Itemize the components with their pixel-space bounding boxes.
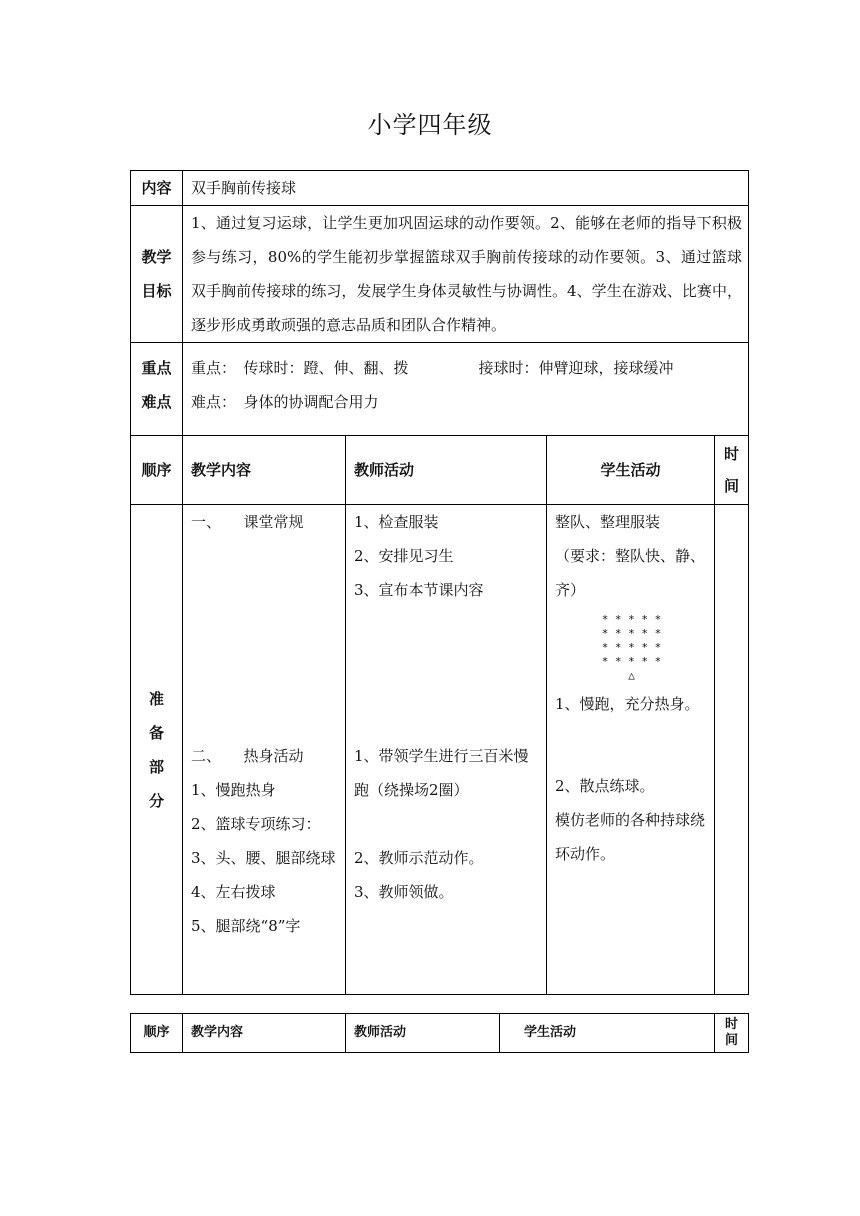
prep-time-cell <box>715 505 749 995</box>
lesson-plan-table <box>130 170 749 995</box>
prep-content-line: 2、篮球专项练习： <box>191 815 321 833</box>
objective-row <box>131 206 749 343</box>
prep-student-line: 整队、整理服装 <box>555 513 661 531</box>
prep-teacher-line: 2、教师示范动作。 <box>354 849 484 867</box>
next-header-student: 学生活动 <box>500 1014 715 1053</box>
prep-section-label <box>131 505 183 995</box>
header-time-text: 时间 <box>723 445 739 495</box>
prep-student-line: 1、慢跑，充分热身。 <box>555 695 700 713</box>
prep-teacher-line: 3、教师领做。 <box>354 883 454 901</box>
student-formation-diagram: * * * * * * * * * * * * * * * * * * * * △ <box>601 613 662 682</box>
prep-teacher-cell <box>346 505 547 995</box>
prep-content-top: 一、 课堂常规 <box>191 513 304 531</box>
header-order: 顺序 <box>131 436 183 505</box>
next-header-content: 教学内容 <box>183 1014 346 1053</box>
prep-content-line: 1、慢跑热身 <box>191 781 276 799</box>
prep-char-3: 部 <box>148 757 164 776</box>
prep-content-line: 3、头、腰、腿部绕球 <box>191 849 336 867</box>
objective-text: 1、通过复习运球，让学生更加巩固运球的动作要领。2、能够在老师的指导下积极参与练习，80%的学生能初步掌握篮球双手胸前传接球的动作要领。3、通过篮球双手胸前传接球的练习，发展学生身体灵敏性与协调性。4、学生在游戏、比赛中，逐步形成勇敢顽强的意志品质和团队合作精神。 <box>183 206 749 343</box>
next-header-time-text: 时间 <box>724 1017 738 1048</box>
next-header-order: 顺序 <box>131 1014 183 1053</box>
page-title: 小学四年级 <box>367 111 493 139</box>
prep-teacher-line: 1、带领学生进行三百米慢跑（绕操场2圈） <box>354 747 529 799</box>
prep-char-4: 分 <box>148 791 164 810</box>
key-label <box>131 343 183 436</box>
prep-content-line: 4、左右拨球 <box>191 883 276 901</box>
next-header-teacher: 教师活动 <box>346 1014 500 1053</box>
prep-student-line: 2、散点练球。 <box>555 777 655 795</box>
prep-content-line: 二、 热身活动 <box>191 747 304 765</box>
prep-student-cell <box>547 505 715 995</box>
key-row <box>131 343 749 436</box>
prep-student-line: （要求：整队快、静、齐） <box>555 547 706 599</box>
content-row <box>131 171 749 206</box>
header-time <box>715 436 749 505</box>
key-label-text: 重点难点 <box>141 359 172 411</box>
header-teacher: 教师活动 <box>346 436 547 505</box>
prep-char-1: 准 <box>148 689 164 708</box>
prep-char-2: 备 <box>148 723 164 742</box>
header-content: 教学内容 <box>183 436 346 505</box>
content-value: 双手胸前传接球 <box>183 171 749 206</box>
prep-teacher-line: 1、检查服装 <box>354 513 439 531</box>
objective-label-text: 教学目标 <box>141 248 172 300</box>
prep-teacher-line: 2、安排见习生 <box>354 547 454 565</box>
header-student: 学生活动 <box>547 436 715 505</box>
key-points <box>183 343 749 436</box>
prep-content-line: 5、腿部绕“8”字 <box>191 917 301 935</box>
prep-row <box>131 505 749 995</box>
key-line-1 <box>191 351 742 385</box>
prep-content-cell <box>183 505 346 995</box>
next-header-time <box>715 1014 749 1053</box>
content-label: 内容 <box>131 171 183 206</box>
next-table-header <box>130 1013 749 1053</box>
prep-student-line: 模仿老师的各种持球绕环动作。 <box>555 811 706 863</box>
next-header-row <box>131 1014 749 1053</box>
prep-teacher-line: 3、宣布本节课内容 <box>354 581 484 599</box>
header-row <box>131 436 749 505</box>
key-line-1-a: 重点： 传球时：蹬、伸、翻、拨 <box>191 359 409 377</box>
objective-label <box>131 206 183 343</box>
key-line-1-b: 接球时：伸臂迎球，接球缓冲 <box>478 359 674 377</box>
key-line-2: 难点： 身体的协调配合用力 <box>191 393 379 411</box>
